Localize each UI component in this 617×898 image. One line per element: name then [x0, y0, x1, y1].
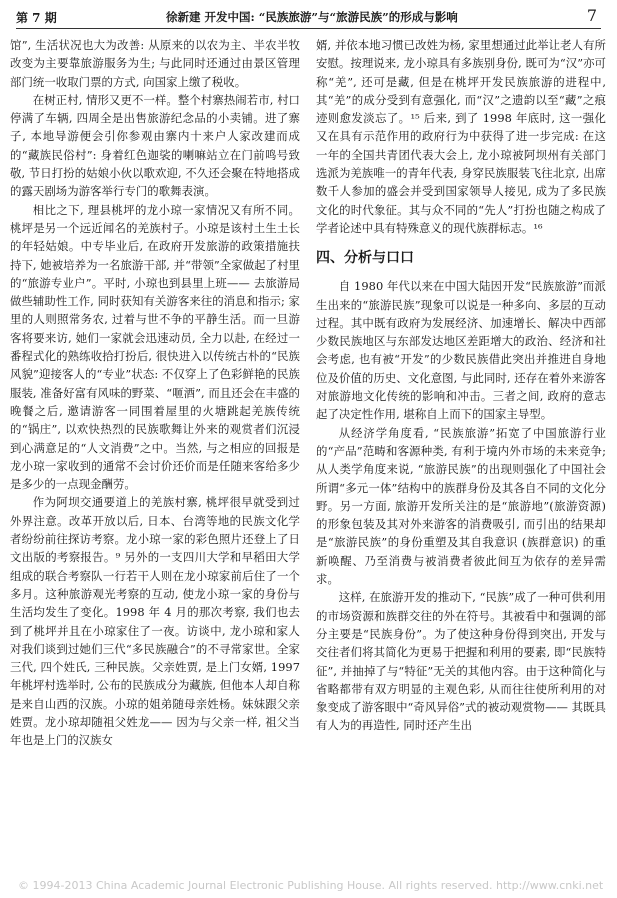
- issue-number: 第 7 期: [16, 11, 57, 25]
- paragraph: 从经济学角度看, “民族旅游”拓宽了中国旅游行业的“产品”范畴和客源种类, 有利于境内外市场的未来竞争; 从人类学角度来说, “旅游民族”的出现则强化了中国社会所谓“多元一体”结构中的族群身份及其各自不同的文化分野。另一方面, 旅游开发所关注的是“旅游地”(旅游资源) 的形象包装及其对外来游客的消费吸引, 而引出的结果却是“旅游民族”的身份重塑及其自我意识 (族群意识) 的重新唤醒、乃至消费与被消费者彼此间互为依存的差异需求。: [316, 425, 606, 587]
- paragraph: 自 1980 年代以来在中国大陆因开发“民族旅游”而派生出来的“旅游民族”现象可以说是一种多向、多层的互动过程。其中既有政府为发展经济、加速增长、解决中西部少数民族地区与东部发达地区差距增大的政治、经济和社会考虑, 也有被“开发”的少数民族借此突出并推进自身地位及价值的历史、文化意图, 与此同时, 还存在着外来游客对旅游地文化传统的影响和冲击。三者之间, 政府的意志起了决定性作用, 堪称自上而下的国家主导型。: [316, 279, 606, 422]
- paragraph: 在树正村, 情形又更不一样。整个村寨热闹若市, 村口停满了车辆, 四周全是出售旅游纪念品的小卖铺。进了寨子, 本地导游便会引你参观由寨内十来户人家改建而成的“藏族民俗村”: 身着红色迦裟的喇嘛站立在门前鸣号致敬, 节日打扮的姑娘小伙以歌欢迎, 不久还会聚在特地搭成的露天剧场为游客举行专门的歌舞表演。: [10, 92, 300, 199]
- paragraph: 相比之下, 理县桃坪的龙小琼一家情况又有所不同。桃坪是另一个远近闻名的羌族村子。小琼是该村土生土长的年轻姑娘。中专毕业后, 在政府开发旅游的政策措施扶持下, 她被培养为一名旅游干部, 并“带领”全家做起了村里的“旅游专业户”。平时, 小琼也到县里上班—— 去旅游局做些辅助性工作, 同时获知有关游客来往的消息和指示; 家里的人则照常务农, 过着与世不争的平静生活。而一旦游客将要来访, 她们一家就会迅速动员, 全力以赴, 在经过一番程式化的熟练收拾打扮后, 很快进入以传统古朴的“民族风貌”迎接客人的“专业”状态: 不仅穿上了色彩鲜艳的民族服装, 准备好富有风味的野菜、“咂酒”, 而且还会在丰盛的晚餐之后, 邀请游客一同围着屋里的火塘跳起羌族传统的“锅庄”, 以欢快热烈的民族歌舞让外来的观赏者们沉浸到心满意足的“人文消费”之中。当然, 与之相应的回报是龙小琼一家收到的通常不会讨价还价而是任随来客给多少是多少的一点现金酬劳。: [10, 202, 300, 492]
- right-column: [316, 36, 606, 888]
- left-column: [10, 36, 300, 888]
- running-title: 徐新建 开发中国: “民族旅游”与“旅游民族”的形成与影响: [166, 10, 458, 24]
- paragraph: 馆”, 生活状况也大为改善: 从原来的以农为主、半农半牧改变为主要靠旅游服务为生; 与此同时还通过由景区管理部门统一收取门票的方式, 向国家上缴了税收。: [10, 38, 300, 89]
- paragraph: 婿, 并依本地习惯已改姓为杨, 家里想通过此举让老人有所安慰。按理说来, 龙小琼具有多族别身份, 既可为“汉”亦可称“羌”, 还可是藏, 但是在桃坪开发民族旅游的进程中, 其“羌”的成分受到有意强化, 而“汉”之遗韵以至“藏”之痕迹则愈发淡忘了。¹⁵ 后来, 到了 1998 年底时, 这一强化又在具有示范作用的政府行为中获得了进一步完成: 在这一年的全国共青团代表大会上, 龙小琼被阿坝州有关部门选派为羌族唯一的青年代表, 身穿民族服装飞往北京, 出席数千人参加的盛会并受到国家领导人接见, 成为了多民族文化的时代象征。其与众不同的“先人”打扮也随之构成了学者论述中具有特殊意义的现代族群标志。¹⁶: [316, 38, 606, 235]
- copyright-watermark: © 1994-2013 China Academic Journal Electronic Publishing House. All rights reserved. http://www.cnki.net: [18, 879, 604, 892]
- paragraph: 作为阿坝交通要道上的羌族村寨, 桃坪很早就受到过外界注意。改革开放以后, 日本、台湾等地的民族文化学者纷纷前往探访考察。龙小琼一家的彩色照片还登上了日文出版的考察报告。⁹ 另外的一支四川大学和早稻田大学组成的联合考察队一行若干人则在龙小琼家前后住了一个多月。这种旅游观光考察的互动, 使龙小琼一家的身份与生活均发生了变化。1998 年 4 月的那次考察, 我们也去到了桃坪并且在小琼家住了一夜。访谈中, 龙小琼和家人对我们谈到过她们三代“多民族融合”的不寻常家世。全家三代, 四个姓氏, 三种民族。父亲姓贾, 是上门女婿, 1997 年桃坪村选举时, 公布的民族成分为藏族, 但他本人却自称是来自山西的汉族。小琼的姐弟随母亲姓杨。妹妹跟父亲姓贾。龙小琼却随祖父姓龙—— 因为与父亲一样, 祖父当年也是上门的汉族女: [10, 495, 300, 748]
- section-heading: 四、分析与口口: [316, 250, 414, 267]
- running-header: [16, 6, 601, 29]
- paragraph: 这样, 在旅游开发的推动下, “民族”成了一种可供利用的市场资源和族群交往的外在符号。其被看中和强调的部分主要是“民族身份”。为了使这种身份得到突出, 开发与交往者们将其简化为更易于把握和利用的要素, 即“民族特征”, 并抽掉了与“特征”无关的其他内容。由于这种简化与省略都带有双方明显的主观色彩, 从而往往使所利用的对象变成了游客眼中“奇风异俗”式的被动观赏物—— 其既具有人为的再造性, 同时还产生出: [316, 590, 606, 733]
- page-number: 7: [586, 6, 597, 25]
